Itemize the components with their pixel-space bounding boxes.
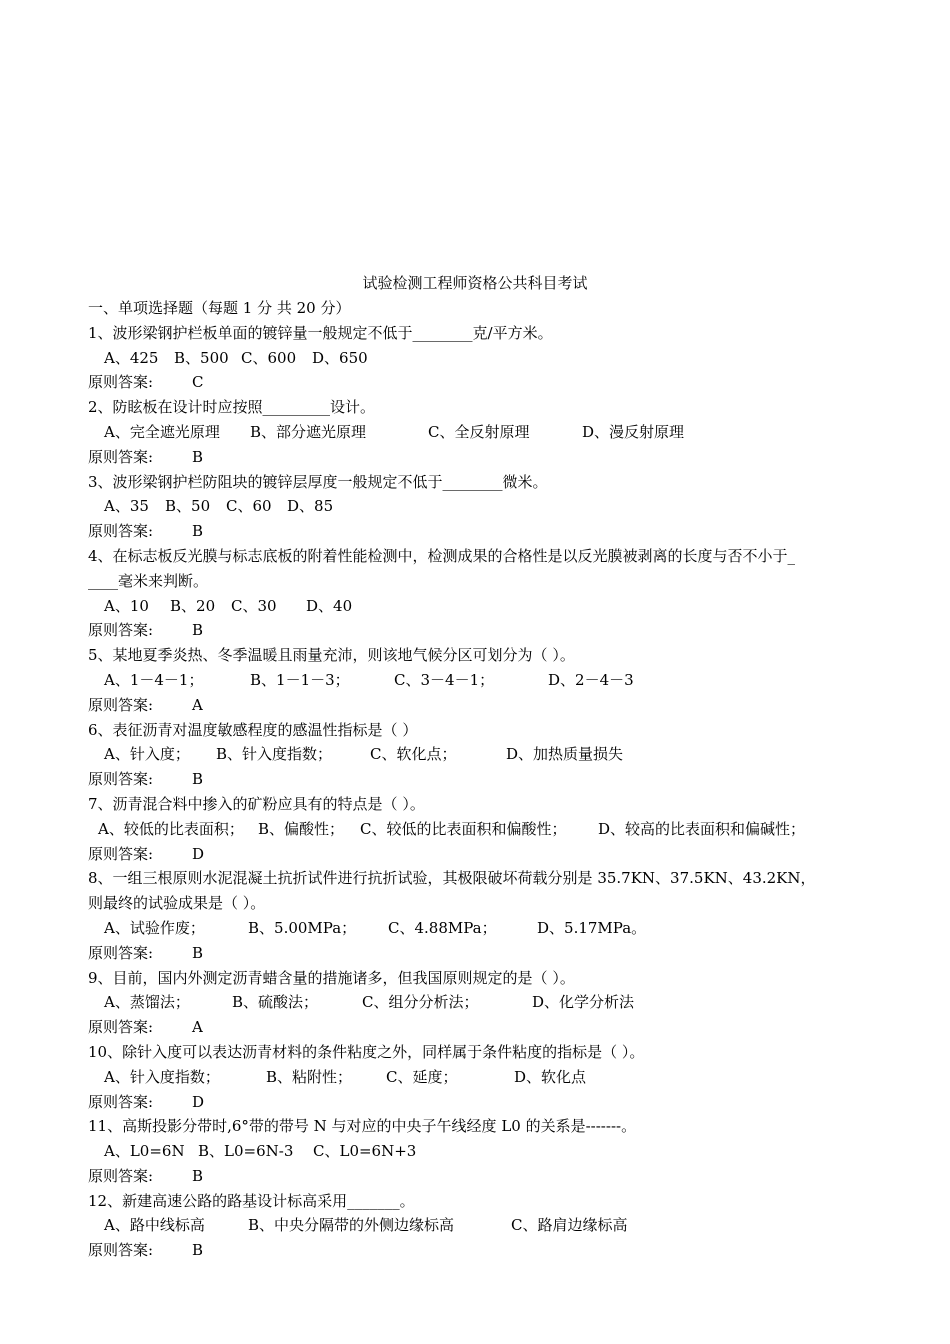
answer-value: B (192, 522, 204, 541)
option-c: C、L0=6N+3 (313, 1142, 417, 1161)
option-a: A、针入度； (104, 745, 190, 764)
question-text: 2、防眩板在设计时应按照_________设计。 (88, 398, 376, 417)
option-b: B、偏酸性； (258, 819, 345, 838)
option-b: B、1－1－3； (250, 670, 350, 689)
answer-label: 原则答案: (88, 1166, 154, 1185)
question-4 (88, 544, 868, 643)
option-c: C、软化点； (370, 745, 457, 764)
question-text-continued: 则最终的试验成果是（ ）。 (88, 894, 266, 913)
option-a: A、较低的比表面积； (98, 819, 244, 838)
answer-row (88, 693, 868, 718)
answer-row (88, 370, 868, 395)
option-b: B、L0=6N-3 (198, 1142, 294, 1161)
question-text-continued: ____毫米来判断。 (88, 571, 209, 590)
answer-label: 原则答案: (88, 1092, 154, 1111)
question-10 (88, 1040, 868, 1114)
question-text: 3、波形梁钢护栏防阻块的镀锌层厚度一般规定不低于________微米。 (88, 472, 548, 491)
page-title: 试验检测工程师资格公共科目考试 (362, 274, 588, 292)
answer-row (88, 1090, 868, 1115)
question-8 (88, 866, 868, 965)
question-text: 12、新建高速公路的路基设计标高采用_______。 (88, 1191, 415, 1210)
option-c: C、较低的比表面积和偏酸性； (360, 819, 567, 838)
option-b: B、硫酸法； (232, 993, 319, 1012)
answer-label: 原则答案: (88, 373, 154, 392)
question-12 (88, 1189, 868, 1263)
options-row (88, 1139, 868, 1164)
option-c: C、组分分析法； (362, 993, 479, 1012)
options-row (88, 990, 868, 1015)
option-b: B、部分遮光原理 (250, 422, 367, 441)
question-text: 11、高斯投影分带时,6°带的带号 N 与对应的中央子午线经度 L0 的关系是-------。 (88, 1117, 637, 1136)
option-d: D、漫反射原理 (582, 422, 685, 441)
answer-row (88, 842, 868, 867)
question-text: 4、在标志板反光膜与标志底板的附着性能检测中，检测成果的合格性是以反光膜被剥离的长度与否不小于_ (88, 546, 796, 565)
answer-row (88, 1164, 868, 1189)
answer-value: D (192, 1092, 205, 1111)
option-a: A、35 (104, 497, 149, 516)
question-6 (88, 718, 868, 792)
option-b: B、500 (174, 348, 229, 367)
answer-value: B (192, 1241, 204, 1260)
answer-label: 原则答案: (88, 695, 154, 714)
answer-value: B (192, 770, 204, 789)
answer-label: 原则答案: (88, 770, 154, 789)
exam-content (88, 296, 868, 1263)
option-d: D、5.17MPa。 (537, 918, 647, 937)
question-9 (88, 966, 868, 1040)
answer-row (88, 767, 868, 792)
options-row (88, 420, 868, 445)
option-c: C、3－4－1； (394, 670, 495, 689)
answer-value: A (192, 1018, 203, 1037)
option-b: B、粘附性； (266, 1067, 353, 1086)
options-row (88, 594, 868, 619)
answer-label: 原则答案: (88, 447, 154, 466)
answer-label: 原则答案: (88, 1241, 154, 1260)
options-row (88, 742, 868, 767)
option-d: D、85 (287, 497, 334, 516)
question-3 (88, 470, 868, 544)
option-b: B、5.00MPa； (248, 918, 357, 937)
option-d: D、较高的比表面积和偏碱性； (598, 819, 806, 838)
answer-label: 原则答案: (88, 943, 154, 962)
option-c: C、600 (241, 348, 297, 367)
question-text: 9、目前，国内外测定沥青蜡含量的措施诸多，但我国原则规定的是（ ）。 (88, 968, 575, 987)
answer-row (88, 519, 868, 544)
options-row (88, 346, 868, 371)
option-a: A、425 (104, 348, 159, 367)
answer-label: 原则答案: (88, 621, 154, 640)
options-row (88, 916, 868, 941)
question-text: 6、表征沥青对温度敏感程度的感温性指标是（ ） (88, 720, 418, 739)
option-c: C、全反射原理 (428, 422, 530, 441)
question-11 (88, 1114, 868, 1188)
option-d: D、加热质量损失 (506, 745, 624, 764)
answer-row (88, 941, 868, 966)
option-d: D、650 (312, 348, 368, 367)
question-7 (88, 792, 868, 866)
question-5 (88, 643, 868, 717)
options-row (88, 494, 868, 519)
answer-value: A (192, 695, 203, 714)
option-c: C、30 (231, 596, 277, 615)
question-2 (88, 395, 868, 469)
question-text: 10、除针入度可以表达沥青材料的条件粘度之外，同样属于条件粘度的指标是（ ）。 (88, 1042, 645, 1061)
option-a: A、针入度指数； (104, 1067, 220, 1086)
question-text: 8、一组三根原则水泥混凝土抗折试件进行抗折试验，其极限破坏荷载分别是 35.7KN、37.5KN、43.2KN， (88, 869, 816, 888)
option-d: D、40 (306, 596, 353, 615)
option-d: D、软化点 (514, 1067, 587, 1086)
options-row (88, 1213, 868, 1238)
options-row (88, 1065, 868, 1090)
option-b: B、中央分隔带的外侧边缘标高 (248, 1216, 455, 1235)
option-a: A、L0=6N (104, 1142, 185, 1161)
option-c: C、60 (226, 497, 272, 516)
question-text: 1、波形梁钢护栏板单面的镀锌量一般规定不低于________克/平方米。 (88, 323, 553, 342)
answer-label: 原则答案: (88, 522, 154, 541)
option-a: A、10 (104, 596, 149, 615)
option-d: D、化学分析法 (532, 993, 635, 1012)
question-text: 7、沥青混合料中掺入的矿粉应具有的特点是（ ）。 (88, 794, 425, 813)
question-text: 5、某地夏季炎热、冬季温暖且雨量充沛，则该地气候分区可划分为（ ）。 (88, 646, 575, 665)
option-a: A、试验作废； (104, 918, 205, 937)
answer-row (88, 618, 868, 643)
answer-row (88, 1238, 868, 1263)
answer-value: B (192, 447, 204, 466)
answer-value: C (192, 373, 204, 392)
answer-value: B (192, 943, 204, 962)
option-c: C、路肩边缘标高 (511, 1216, 628, 1235)
answer-label: 原则答案: (88, 844, 154, 863)
options-row (88, 668, 868, 693)
options-row (88, 817, 868, 842)
answer-value: B (192, 621, 204, 640)
option-c: C、延度； (386, 1067, 458, 1086)
option-a: A、路中线标高 (104, 1216, 205, 1235)
answer-value: B (192, 1166, 204, 1185)
section-heading: 一、单项选择题（每题 1 分 共 20 分） (88, 299, 351, 317)
answer-row (88, 1015, 868, 1040)
option-a: A、完全遮光原理 (104, 422, 220, 441)
question-1 (88, 321, 868, 395)
option-d: D、2－4－3 (548, 670, 634, 689)
option-a: A、蒸馏法； (104, 993, 190, 1012)
option-b: B、50 (165, 497, 211, 516)
option-b: B、针入度指数； (216, 745, 333, 764)
option-a: A、1－4－1； (104, 670, 204, 689)
answer-row (88, 445, 868, 470)
answer-label: 原则答案: (88, 1018, 154, 1037)
answer-value: D (192, 844, 205, 863)
option-c: C、4.88MPa； (388, 918, 497, 937)
option-b: B、20 (170, 596, 216, 615)
